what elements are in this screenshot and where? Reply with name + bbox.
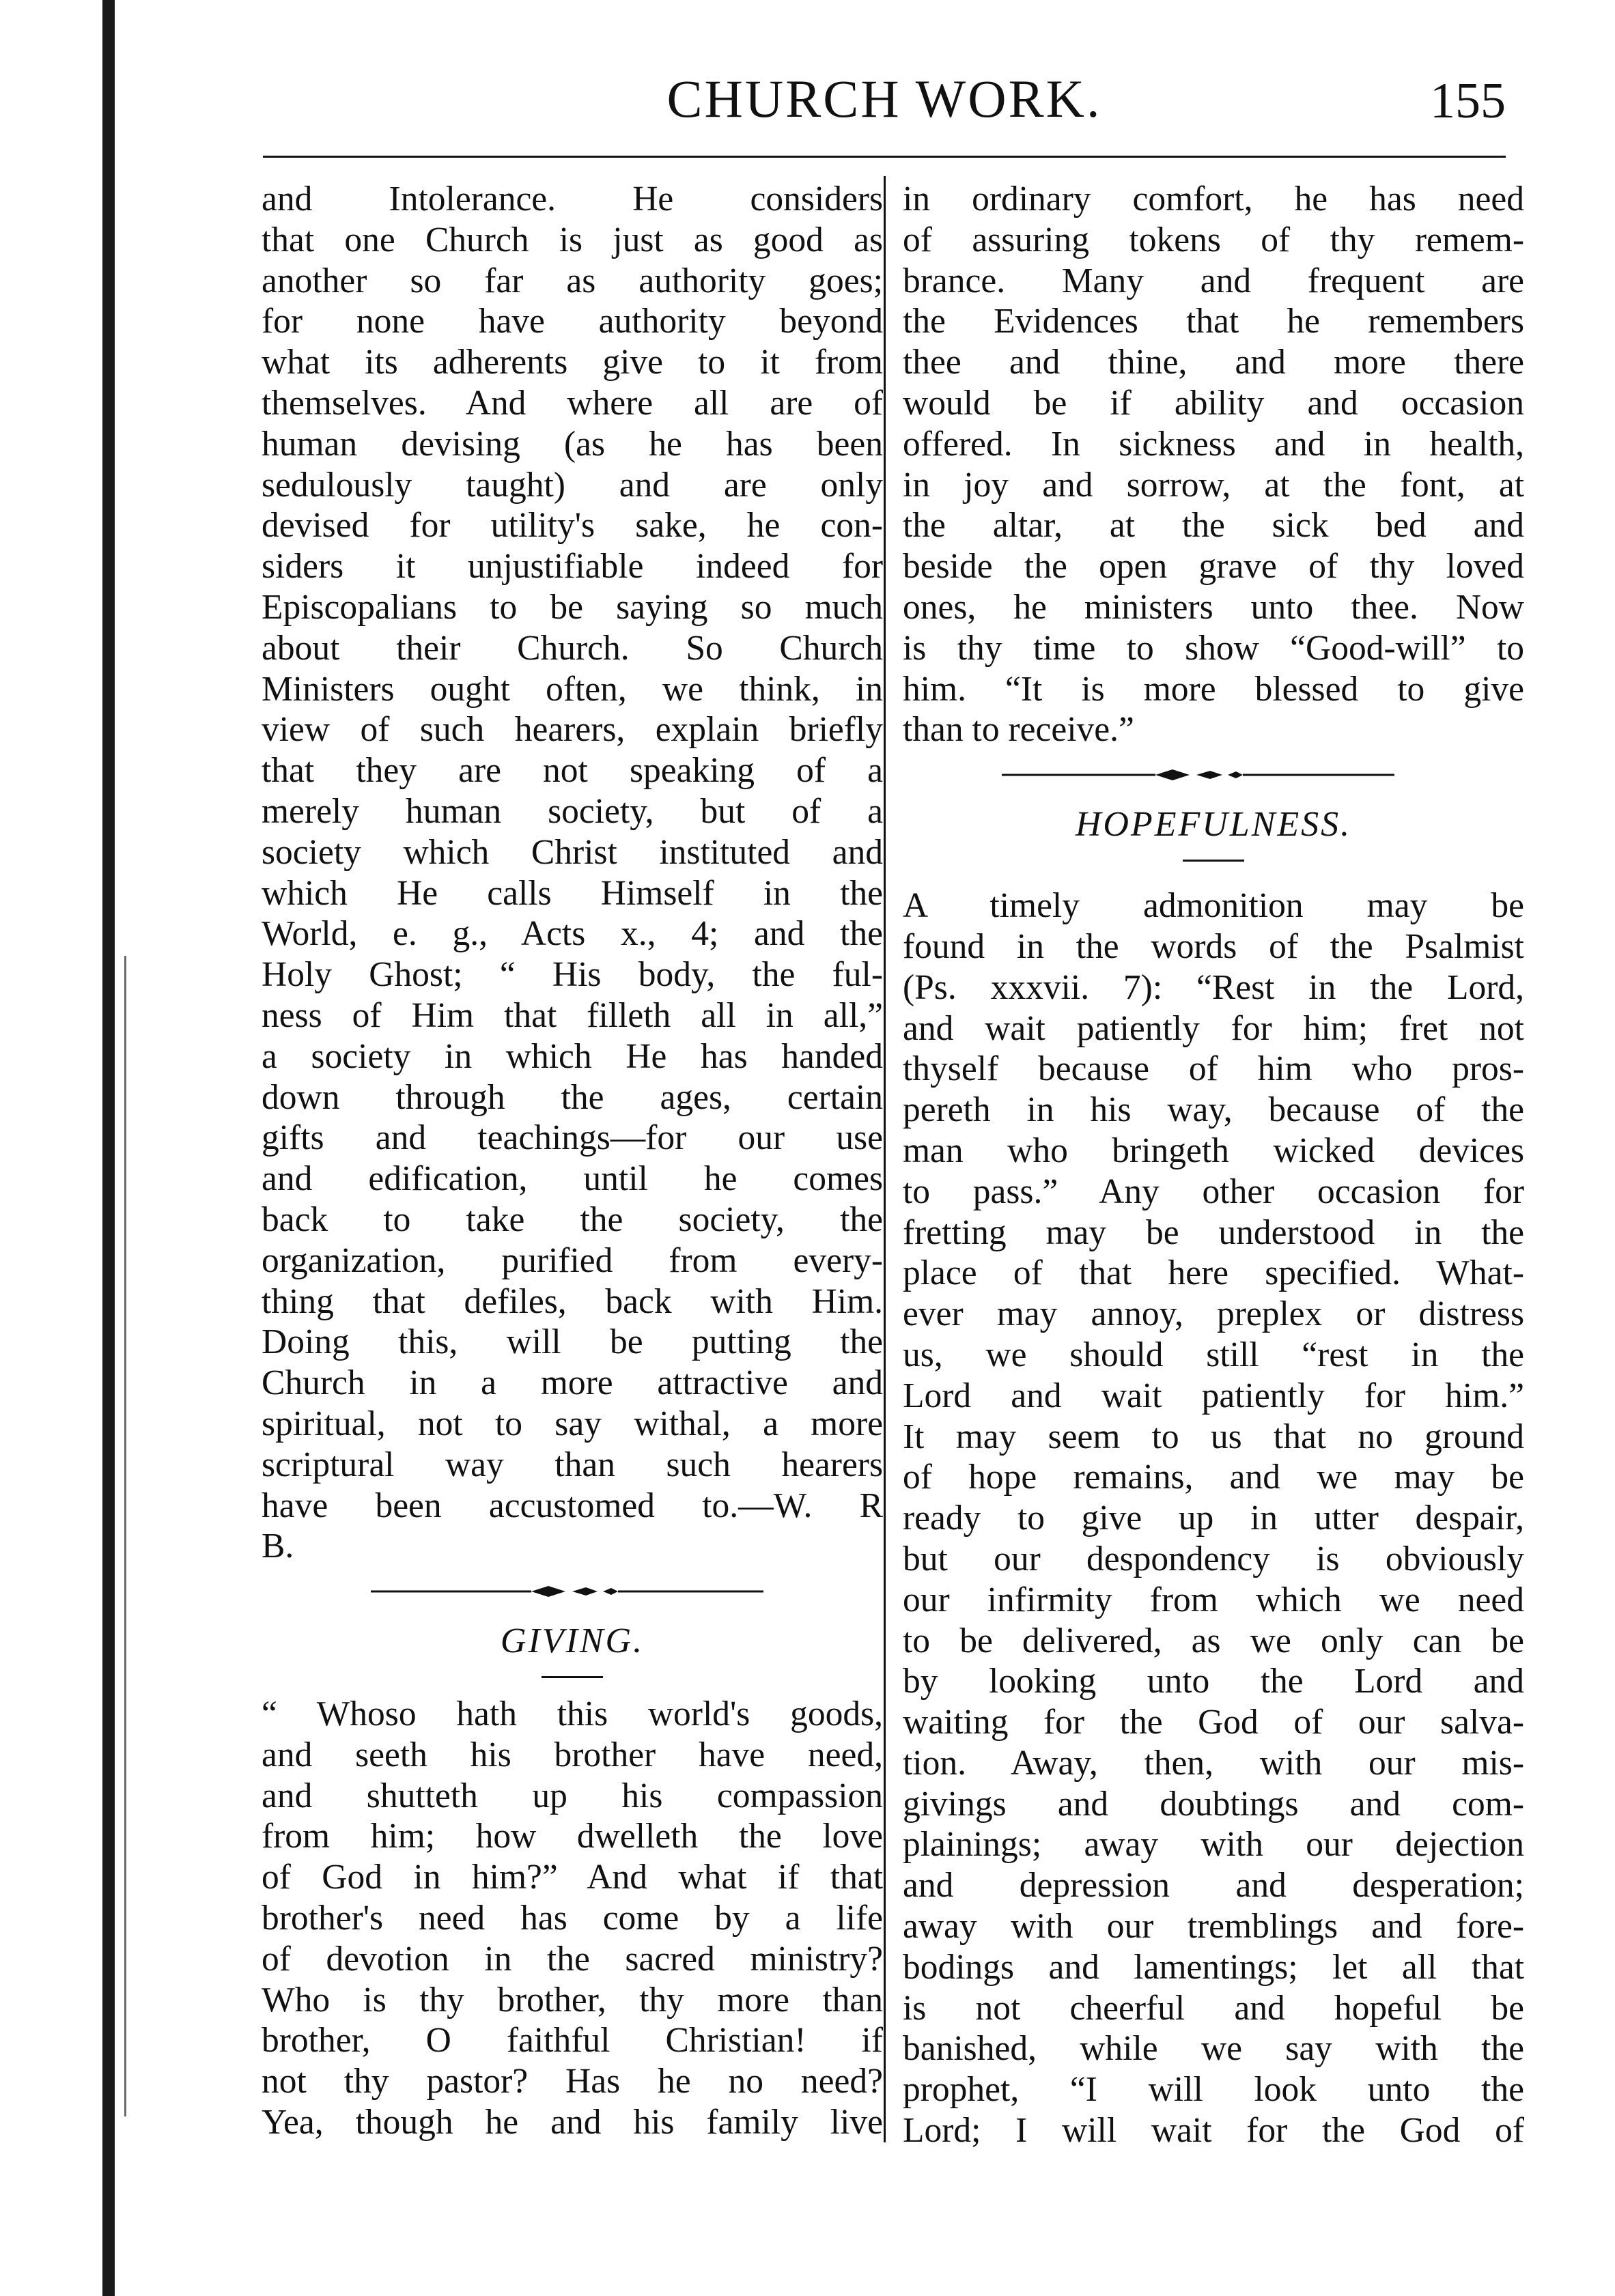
text-line: bodings and lamentings; let all that: [903, 1947, 1524, 1987]
text-line: organization, purified from every-: [262, 1241, 883, 1280]
text-line: and edification, until he comes: [262, 1159, 883, 1199]
text-line: than to receive.”: [903, 710, 1134, 750]
text-line: beside the open grave of thy loved: [903, 547, 1524, 586]
text-line: themselves. And where all are of: [262, 383, 883, 423]
text-line: ness of Him that filleth all in all,”: [262, 995, 883, 1035]
heading-rule: [262, 1667, 883, 1694]
column-divider: [884, 176, 886, 2142]
right-text-block-a: [903, 179, 1524, 750]
text-line: ones, he ministers unto thee. Now: [903, 587, 1524, 627]
text-line: place of that here specified. What-: [903, 1253, 1524, 1293]
text-line: waiting for the God of our salva-: [903, 1703, 1524, 1742]
text-line: of devotion in the sacred ministry?: [262, 1939, 883, 1979]
text-line: from him; how dwelleth the love: [262, 1817, 883, 1856]
text-line: of hope remains, and we may be: [903, 1458, 1524, 1497]
text-line: tion. Away, then, with our mis-: [903, 1743, 1524, 1783]
text-line: the Evidences that he remembers: [903, 302, 1524, 341]
text-line: A timely admonition may be: [903, 886, 1524, 926]
text-line: what its adherents give to it from: [262, 343, 883, 382]
binding-edge: [102, 0, 115, 2296]
text-line: sedulously taught) and are only: [262, 465, 883, 505]
text-line: Lord; I will wait for the God of: [903, 2111, 1524, 2151]
text-line: him. “It is more blessed to give: [903, 669, 1524, 709]
text-line: plainings; away with our dejection: [903, 1825, 1524, 1865]
text-line: about their Church. So Church: [262, 628, 883, 668]
text-line: society which Christ instituted and: [262, 832, 883, 872]
text-line: fretting may be understood in the: [903, 1213, 1524, 1252]
text-line: us, we should still “rest in the: [903, 1335, 1524, 1374]
text-line: Yea, though he and his family live: [262, 2103, 883, 2142]
text-line: (Ps. xxxvii. 7): “Rest in the Lord,: [903, 967, 1524, 1007]
text-line: have been accustomed to.—W. R: [262, 1486, 883, 1525]
text-line: away with our tremblings and fore-: [903, 1907, 1524, 1946]
text-line: view of such hearers, explain briefly: [262, 710, 883, 750]
text-line: offered. In sickness and in health,: [903, 424, 1524, 464]
text-line: and Intolerance. He considers: [262, 180, 883, 218]
text-line: back to take the society, the: [262, 1200, 883, 1239]
section-ornament: [262, 1567, 883, 1616]
text-line: the altar, at the sick bed and: [903, 506, 1524, 545]
text-line: down through the ages, certain: [262, 1077, 883, 1117]
text-line: which He calls Himself in the: [262, 873, 883, 913]
text-line: human devising (as he has been: [262, 424, 883, 464]
text-line: that they are not speaking of a: [262, 751, 883, 791]
text-line: in joy and sorrow, at the font, at: [903, 465, 1524, 505]
text-line: siders it unjustifiable indeed for: [262, 547, 883, 586]
running-head: [263, 68, 1506, 143]
text-line: for none have authority beyond: [262, 302, 883, 341]
text-line: thee and thine, and more there: [903, 343, 1524, 382]
text-line: and seeth his brother have need,: [262, 1735, 883, 1774]
text-line: to be delivered, as we only can be: [903, 1621, 1524, 1660]
text-line: thyself because of him who pros-: [903, 1049, 1524, 1089]
text-line: Episcopalians to be saying so much: [262, 587, 883, 627]
text-line: and wait patiently for him; fret not: [903, 1008, 1524, 1048]
text-line: and depression and desperation;: [903, 1866, 1524, 1905]
running-title: CHURCH WORK.: [666, 69, 1102, 128]
text-line: “ Whoso hath this world's goods,: [262, 1695, 883, 1734]
section-ornament: [903, 750, 1524, 799]
text-line: World, e. g., Acts x., 4; and the: [262, 914, 883, 954]
text-line: Doing this, will be putting the: [262, 1322, 883, 1362]
text-line: spiritual, not to say withal, a more: [262, 1404, 883, 1443]
text-line: a society in which He has handed: [262, 1036, 883, 1076]
right-text-block-b: [903, 885, 1524, 2151]
page-number: 155: [1430, 73, 1506, 129]
text-line: ever may annoy, preplex or distress: [903, 1294, 1524, 1334]
hopefulness-heading: HOPEFULNESS.: [1075, 805, 1352, 845]
text-line: Church in a more attractive and: [262, 1363, 883, 1403]
text-line: but our despondency is obviously: [903, 1539, 1524, 1578]
text-line: B.: [262, 1527, 294, 1566]
text-line: and shutteth up his compassion: [262, 1776, 883, 1815]
text-line: pereth in his way, because of the: [903, 1090, 1524, 1130]
header-rule: [263, 156, 1506, 158]
text-line: of assuring tokens of thy remem-: [903, 220, 1524, 259]
text-line: scriptural way than such hearers: [262, 1445, 883, 1484]
giving-heading: GIVING.: [500, 1621, 645, 1661]
text-line: our infirmity from which we need: [903, 1580, 1524, 1619]
text-line: Lord and wait patiently for him.”: [903, 1376, 1524, 1415]
text-line: merely human society, but of a: [262, 791, 883, 831]
text-line: found in the words of the Psalmist: [903, 926, 1524, 966]
text-line: It may seem to us that no ground: [903, 1417, 1524, 1456]
right-column: [903, 179, 1524, 2151]
left-text-block-a: [262, 179, 883, 1567]
text-line: banished, while we say with the: [903, 2029, 1524, 2069]
text-line: givings and doubtings and com-: [903, 1784, 1524, 1824]
text-line: to pass.” Any other occasion for: [903, 1172, 1524, 1211]
text-line: that one Church is just as good as: [262, 220, 883, 259]
heading-rule: [903, 850, 1524, 877]
text-line: brother, O faithful Christian! if: [262, 2021, 883, 2060]
text-line: gifts and teachings—for our use: [262, 1118, 883, 1158]
text-line: ready to give up in utter despair,: [903, 1499, 1524, 1538]
text-line: Ministers ought often, we think, in: [262, 669, 883, 709]
text-line: devised for utility's sake, he con-: [262, 506, 883, 545]
text-line: prophet, “I will look unto the: [903, 2070, 1524, 2110]
text-line: would be if ability and occasion: [903, 383, 1524, 423]
binding-shadow: [124, 956, 126, 2116]
text-line: of God in him?” And what if that: [262, 1858, 883, 1897]
text-line: not thy pastor? Has he no need?: [262, 2062, 883, 2101]
left-text-block-b: [262, 1694, 883, 2143]
text-line: in ordinary comfort, he has need: [903, 180, 1524, 218]
text-line: man who bringeth wicked devices: [903, 1131, 1524, 1170]
text-line: brance. Many and frequent are: [903, 261, 1524, 300]
text-line: brother's need has come by a life: [262, 1899, 883, 1938]
text-line: by looking unto the Lord and: [903, 1662, 1524, 1701]
left-column: [262, 179, 883, 2143]
text-line: is thy time to show “Good-will” to: [903, 628, 1524, 668]
text-line: Holy Ghost; “ His body, the ful-: [262, 955, 883, 995]
text-line: thing that defiles, back with Him.: [262, 1281, 883, 1321]
text-line: another so far as authority goes;: [262, 261, 883, 300]
text-line: Who is thy brother, thy more than: [262, 1980, 883, 2019]
text-line: is not cheerful and hopeful be: [903, 1988, 1524, 2028]
